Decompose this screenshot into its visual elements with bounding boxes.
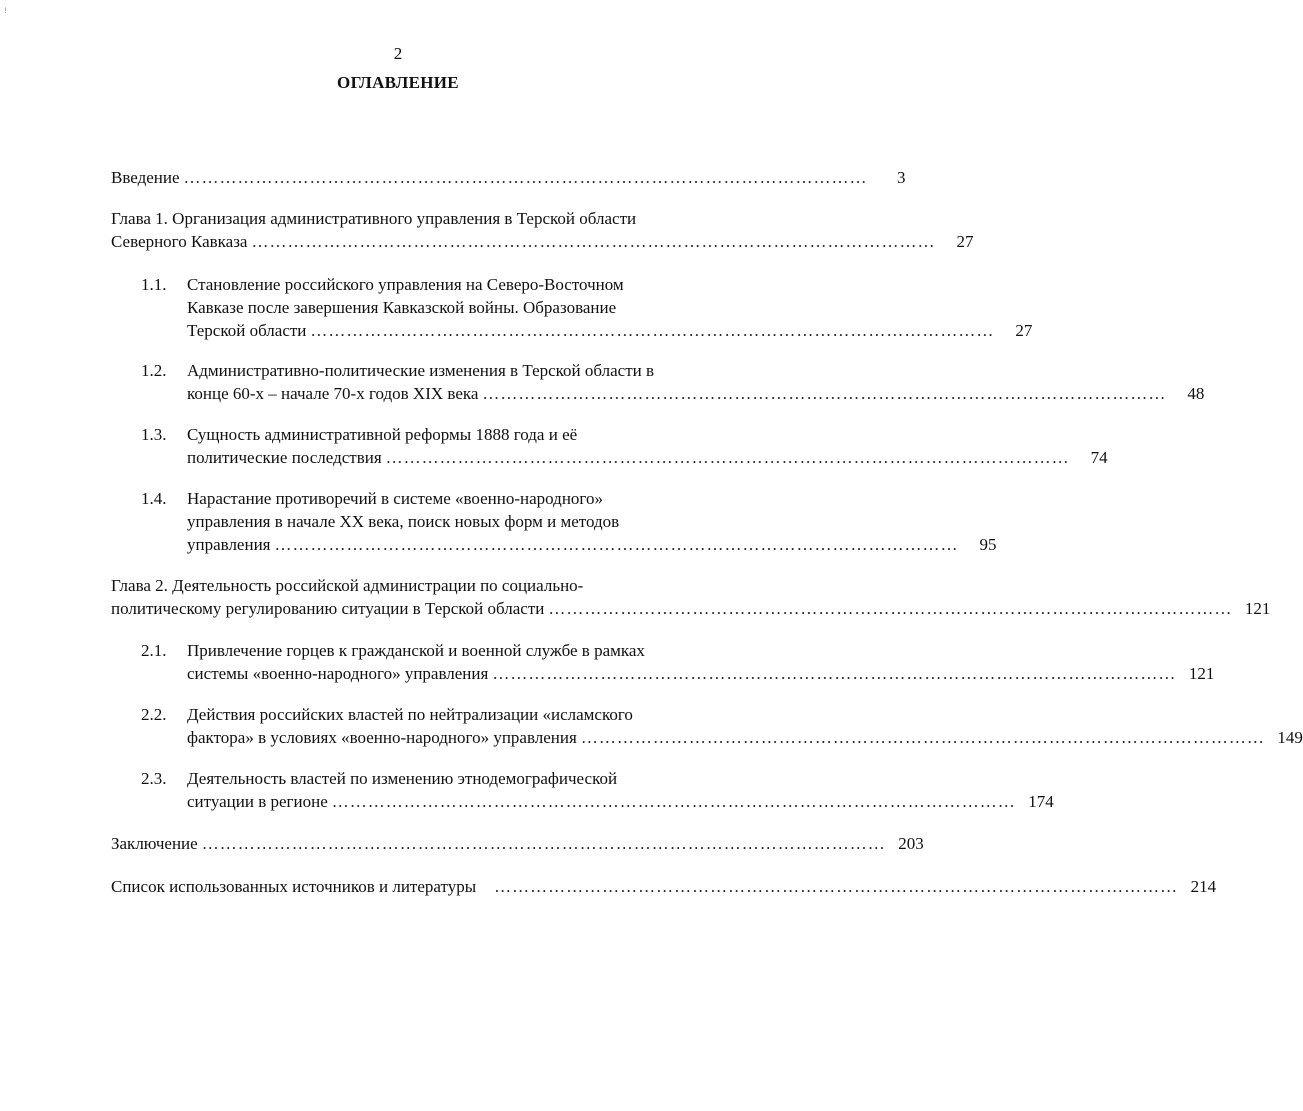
entry-text: управления в начале XX века, поиск новых форм и методов [187,512,620,531]
corner-mark: ! [4,6,7,15]
section-number: 1.1. [141,275,167,294]
dot-leader: …………………………………………………………………………………………………… [310,321,995,340]
entry-text: Глава 1. Организация административного управления в Терской области [111,209,637,228]
entry-text: фактора» в условиях «военно-народного» управления [187,728,577,747]
section-number: 2.3. [141,769,167,788]
entry-page: 174 [1028,792,1054,811]
entry-page: 3 [897,168,906,187]
toc-entry-section-1-3[interactable] [187,423,1108,469]
entry-text: Заключение [111,834,198,853]
section-number: 2.2. [141,705,167,724]
entry-page: 74 [1090,448,1108,467]
entry-page: 95 [979,535,997,554]
entry-text: Действия российских властей по нейтрализации «исламского [187,705,633,724]
section-number: 1.2. [141,361,167,380]
dot-leader: …………………………………………………………………………………………………… [385,448,1070,467]
toc-entry-chapter-1[interactable] [111,207,974,253]
entry-text: Сущность административной реформы 1888 года и её [187,425,578,444]
toc-entry-conclusion[interactable] [111,832,924,855]
entry-text: Глава 2. Деятельность российской администрации по социально- [111,576,584,595]
dot-leader: …………………………………………………………………………………………………… [494,877,1179,896]
dot-leader: …………………………………………………………………………………………………… [183,168,868,187]
entry-page: 121 [1188,664,1215,683]
entry-text: системы «военно-народного» управления [187,664,489,683]
entry-page: 27 [956,232,974,251]
entry-text: Деятельность властей по изменению этнодемографической [187,769,618,788]
toc-entry-introduction[interactable] [111,166,906,189]
entry-page: 121 [1244,599,1271,618]
toc-entry-chapter-2[interactable] [111,574,1271,620]
dot-leader: …………………………………………………………………………………………………… [548,599,1233,618]
entry-text: Список использованных источников и литературы [111,877,477,896]
toc-entry-section-1-4[interactable] [187,487,997,556]
entry-text: управления [187,535,271,554]
section-number: 2.1. [141,641,167,660]
section-number: 1.3. [141,425,167,444]
dot-leader: …………………………………………………………………………………………………… [482,384,1167,403]
dot-leader: …………………………………………………………………………………………………… [580,728,1265,747]
toc-entry-section-2-3[interactable] [187,767,1054,813]
entry-text: Становление российского управления на Северо-Восточном [187,275,624,294]
toc-entry-section-2-2[interactable] [187,703,1303,749]
dot-leader: …………………………………………………………………………………………………… [274,535,959,554]
entry-text: политическому регулированию ситуации в Терской области [111,599,545,618]
entry-page: 214 [1190,877,1217,896]
dot-leader: …………………………………………………………………………………………………… [331,792,1016,811]
entry-page: 48 [1187,384,1205,403]
entry-text: Привлечение горцев к гражданской и военной службе в рамках [187,641,645,660]
entry-text: политические последствия [187,448,382,467]
toc-title: ОГЛАВЛЕНИЕ [337,73,459,92]
entry-page: 203 [898,834,924,853]
dot-leader: …………………………………………………………………………………………………… [201,834,886,853]
dot-leader: …………………………………………………………………………………………………… [251,232,936,251]
entry-text: ситуации в регионе [187,792,328,811]
entry-text: Нарастание противоречий в системе «военно-народного» [187,489,603,508]
entry-page: 149 [1277,728,1303,747]
entry-text: Северного Кавказа [111,232,248,251]
toc-entry-section-2-1[interactable] [187,639,1215,685]
toc-entry-bibliography[interactable] [111,875,1217,898]
page-number: 2 [393,44,403,63]
section-number: 1.4. [141,489,167,508]
entry-text: конце 60-х – начале 70-х годов XIX века [187,384,479,403]
entry-text: Терской области [187,321,307,340]
entry-page: 27 [1015,321,1033,340]
toc-entry-section-1-1[interactable] [187,273,1033,342]
entry-text: Кавказе после завершения Кавказской войны. Образование [187,298,617,317]
dot-leader: …………………………………………………………………………………………………… [492,664,1177,683]
entry-text: Введение [111,168,180,187]
entry-text: Административно-политические изменения в Терской области в [187,361,655,380]
toc-entry-section-1-2[interactable] [187,359,1205,405]
